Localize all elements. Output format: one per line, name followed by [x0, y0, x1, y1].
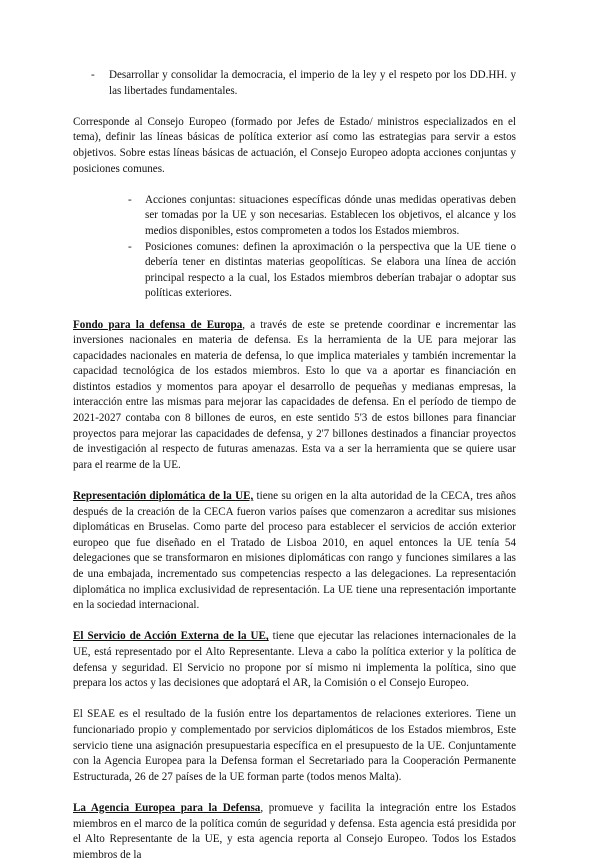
- bullet-text: Posiciones comunes: definen la aproximación o la perspectiva que la UE tiene o debería tener en distintas materias geopolíticas. Se elabora una línea de acción principal respecto a la cual, los Estados miembros deberían trabajar o adoptar sus políticas exteriores.: [145, 240, 516, 300]
- representacion-heading: Representación diplomática de la UE,: [73, 490, 254, 503]
- bullet-text: Acciones conjuntas: situaciones específicas dónde unas medidas operativas deben ser tomadas por la UE y son necesarias. Establecen los objetivos, el alcance y los medios disponibles, estos comprometen a todos los Estados miembros.: [145, 193, 516, 237]
- bullet-dash: -: [91, 69, 95, 81]
- servicio-heading: El Servicio de Acción Externa de la UE,: [73, 630, 269, 643]
- servicio-paragraph: [73, 629, 516, 691]
- agencia-paragraph: [73, 801, 516, 863]
- list-item: [128, 193, 516, 240]
- representacion-text: tiene su origen en la alta autoridad de la CECA, tres años después de la creación de la CECA fueron varios países que comenzaron a acreditar sus misiones diplomáticas en Bruselas. Como parte del proceso para establecer el servicios de acción exterior europeo que fue diseñado en el Tratado de Lisboa 2010, en aquel entonces la UE tenía 54 delegaciones que se transformaron en misiones diplomáticas con rango y funciones similares a las de una embajada, incrementado sus competencias respecto a las delegaciones. La representación diplomática no implica exclusividad de representación. La UE tiene una representación importante en la sociedad internacional.: [73, 490, 517, 612]
- agencia-heading: La Agencia Europea para la Defensa: [73, 801, 261, 814]
- fondo-text: , a través de este se pretende coordinar e incrementar las inversiones nacionales en materia de defensa. Es la herramienta de la UE para mejorar las capacidades nacionales en materia de defensa, lo que implica materiales y también incrementar la capacidad tecnológica de los estados miembros. Esto lo que va a aportar es financiación en distintos estadios y momentos para apoyar el desarrollo de pequeñas y medianas empresas, la interacción entre las mismas para mejorar las capacidades de defensa. En el período de tiempo de 2021-2027 contaba con 8 billones de euros, en este sentido 5'3 de estos billones para financiar proyectos para mejorar las capacidades de defensa, y 2'7 billones destinados a financiar proyectos de investigación al respecto de futuras amenazas. Esta va a ser la herramienta que se quiere usar para el rearme de la UE.: [73, 318, 516, 471]
- bullet-text: Desarrollar y consolidar la democracia, el imperio de la ley y el respeto por los DD.HH. y las libertades fundamentales.: [109, 69, 516, 97]
- fondo-heading: Fondo para la defensa de Europa: [73, 318, 243, 331]
- bullet-dash: -: [128, 240, 132, 253]
- list-item: [128, 240, 516, 302]
- bullet-dash: -: [128, 193, 132, 206]
- servicio-text: tiene que ejecutar las relaciones internacionales de la UE, está representado por el Alto Representante. Lleva a cabo la política exterior y la política de defensa y seguridad. El Servicio no propone por sí mismo ni implementa la política, sino que prepara los actos y las decisiones que adoptará el AR, la Comisión o el Consejo Europeo.: [73, 630, 516, 690]
- agencia-text: , promueve y facilita la integración entre los Estados miembros en el marco de la política común de seguridad y defensa. Esta agencia está presidida por el Alto Representante de la UE, y esta agencia reporta al Consejo Europeo. Todos los Estados miembros de la: [73, 801, 517, 861]
- consejo-paragraph: Corresponde al Consejo Europeo (formado por Jefes de Estado/ ministros especializados en el tema), definir las líneas básicas de política exterior así como las estrategias para servir a estos objetivos. Sobre estas líneas básicas de actuación, el Consejo Europeo adopta acciones conjuntas y posiciones comunes.: [73, 115, 516, 175]
- democracy-bullet: [73, 68, 516, 99]
- acciones-list: [73, 193, 516, 302]
- representacion-paragraph: [73, 489, 516, 614]
- seae-paragraph: El SEAE es el resultado de la fusión entre los departamentos de relaciones exteriores. Tiene un funcionariado propio y complementado por servicios diplomáticos de los Estados miembros, Este servicio tiene una asignación presupuestaria específica en el presupuesto de la UE. Conjuntamente con la Agencia Europea para la Defensa forman el Secretariado para la Cooperación Permanente Estructurada, 26 de 27 países de la UE forman parte (todos menos Malta).: [73, 708, 516, 783]
- fondo-paragraph: [73, 318, 516, 474]
